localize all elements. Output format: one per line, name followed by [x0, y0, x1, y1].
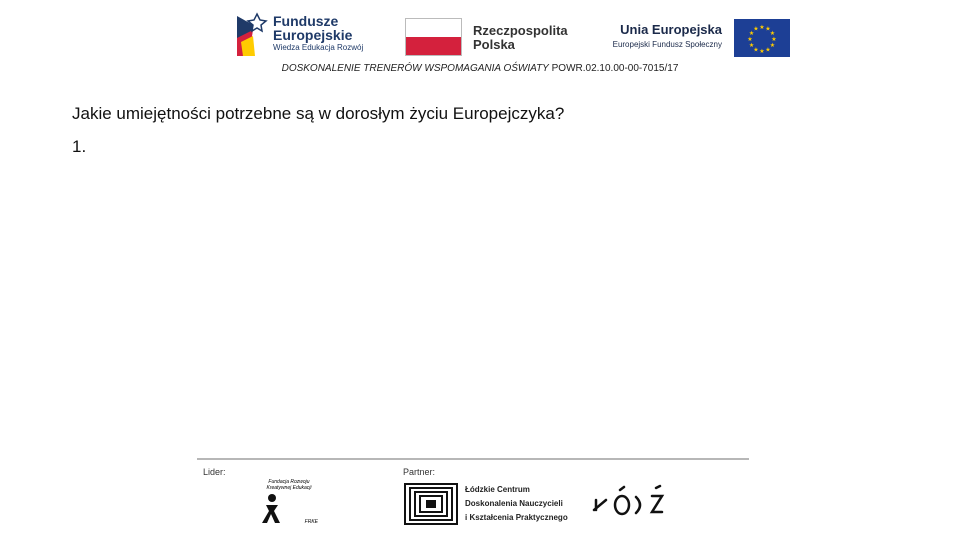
list-item-number: 1. [72, 137, 87, 156]
lodz-wordmark-icon [590, 480, 672, 524]
fundusze-europejskie-logo [235, 12, 375, 62]
ue-logo-line1: Unia Europejska [620, 22, 722, 37]
lcdn-logo [404, 483, 568, 527]
project-code [0, 63, 960, 74]
footer-divider [197, 458, 749, 460]
svg-text:★: ★ [753, 46, 759, 54]
svg-text:★: ★ [769, 42, 776, 49]
eu-flag-icon [734, 19, 790, 57]
lcdn-line1: Łódzkie Centrum [465, 485, 530, 494]
fundacja-logo-signature: FRKE [304, 519, 318, 525]
svg-text:★: ★ [748, 42, 755, 49]
lcdn-line2: Doskonalenia Nauczycieli [465, 499, 563, 508]
project-number: POWR.02.10.00-00-7015/17 [548, 63, 679, 74]
svg-text:★: ★ [753, 25, 759, 33]
fundusze-europejskie-emblem-icon [235, 12, 269, 58]
fe-logo-line3: Wiedza Edukacja Rozwój [273, 43, 364, 52]
running-figure-icon [260, 493, 284, 525]
partner-label: Partner: [403, 467, 436, 477]
question-heading: Jakie umiejętności potrzebne są w dorosłym życiu Europejczyka? [72, 104, 565, 123]
svg-text:★: ★ [769, 30, 776, 37]
lcdn-line3: i Kształcenia Praktycznego [465, 513, 568, 522]
rp-logo-line2: Polska [473, 37, 515, 52]
svg-text:★: ★ [765, 46, 771, 54]
unia-europejska-logo [598, 18, 790, 58]
lider-label: Lider: [203, 467, 226, 477]
svg-text:★: ★ [759, 24, 765, 31]
svg-text:★: ★ [748, 30, 755, 37]
polish-flag-icon [405, 18, 462, 56]
svg-text:★: ★ [747, 36, 753, 43]
svg-text:★: ★ [759, 48, 765, 55]
rp-logo-line1: Rzeczpospolita [473, 23, 568, 38]
lcdn-emblem-icon [404, 483, 458, 525]
svg-text:★: ★ [771, 36, 777, 43]
fundacja-logo [258, 477, 320, 527]
project-name: DOSKONALENIE TRENERÓW WSPOMAGANIA OŚWIATY [281, 63, 549, 74]
svg-text:★: ★ [765, 25, 771, 33]
ue-logo-line2: Europejski Fundusz Społeczny [612, 40, 722, 49]
fe-logo-line1: Fundusze [273, 13, 339, 29]
rzeczpospolita-polska-logo [405, 18, 575, 58]
lodz-city-logo [590, 480, 672, 524]
fe-logo-line2: Europejskie [273, 27, 353, 43]
fundacja-logo-text: Fundacja Rozwoju Kreatywnej Edukacji [266, 479, 312, 491]
